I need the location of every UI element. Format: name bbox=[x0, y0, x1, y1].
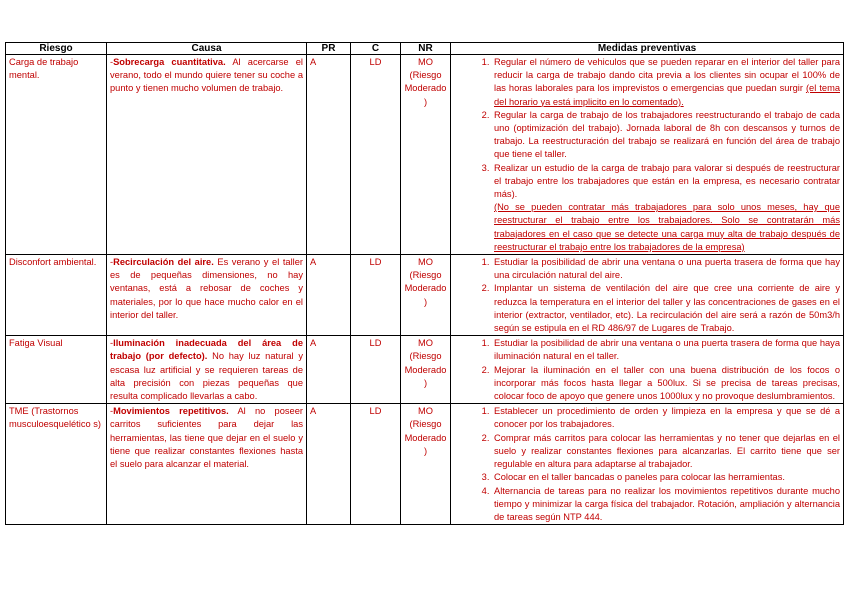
causa-cell: -Movimientos repetitivos. Al no poseer carritos suficientes para dejar las herramientas, las tiene que dejar en el suelo y tiene que realizar constantes flexiones hasta el suelo para alcanzar el material. bbox=[107, 404, 307, 525]
riesgo-cell: Disconfort ambiental. bbox=[6, 255, 107, 336]
measure-item bbox=[492, 162, 840, 254]
riesgo-cell: Carga de trabajo mental. bbox=[6, 55, 107, 255]
measure-item bbox=[492, 432, 840, 472]
measure-text: Regular el número de vehiculos que se pueden reparar en el interior del taller para reducir la carga de trabajo dando cita previa a los clientes sin ocupar el 100% de las horas laborales para los imprevistos o emergencias que puedan surgir bbox=[494, 57, 840, 94]
measure-item bbox=[492, 56, 840, 109]
nr-cell: MO (Riesgo Moderado ) bbox=[401, 336, 451, 404]
medidas-cell bbox=[451, 404, 844, 525]
medidas-cell bbox=[451, 55, 844, 255]
causa-title: Iluminación inadecuada del área de trabajo (por defecto). bbox=[110, 338, 303, 362]
measure-item bbox=[492, 256, 840, 282]
measure-text: Mejorar la iluminación en el taller con una buena distribución de los focos o incorporar más focos hasta llegar a 500lux. Si se precisa de tareas precisas, colocar foco de apoyo que genere unos 1000lux y no provoque deslumbramientos. bbox=[494, 364, 840, 402]
pr-cell: A bbox=[307, 55, 351, 255]
table-row bbox=[6, 404, 844, 525]
table-row bbox=[6, 255, 844, 336]
header-medidas: Medidas preventivas bbox=[451, 43, 844, 55]
causa-text: Al no poseer carritos suficientes para dejar las herramientas, las tiene que dejar en el suelo y tiene que realizar constantes flexiones hasta el suelo para alcanzar el material. bbox=[110, 406, 303, 470]
riesgo-cell: TME (Trastornos musculoesquelético s) bbox=[6, 404, 107, 525]
measure-note: (el tema del horario ya está implicito en lo comentado). bbox=[494, 83, 840, 107]
measure-item bbox=[492, 364, 840, 404]
measure-text: Establecer un procedimiento de orden y limpieza en la empresa y que se dé a conocer por los trabajadores. bbox=[494, 406, 840, 430]
pr-cell: A bbox=[307, 255, 351, 336]
medidas-cell bbox=[451, 255, 844, 336]
riesgo-cell: Fatiga Visual bbox=[6, 336, 107, 404]
risk-assessment-table bbox=[5, 42, 844, 525]
measures-list bbox=[454, 56, 840, 254]
pr-cell: A bbox=[307, 404, 351, 525]
measures-list bbox=[454, 337, 840, 403]
table-header-row bbox=[6, 43, 844, 55]
header-pr: PR bbox=[307, 43, 351, 55]
measure-item bbox=[492, 337, 840, 363]
causa-text: Al acercarse el verano, todo el mundo quiere tener su coche a punto y tienen mucho volumen de trabajo. bbox=[110, 57, 303, 94]
measure-text: Regular la carga de trabajo de los trabajadores reestructurando el trabajo de cada uno (optimización del trabajo). Jornada laboral de 8h con descansos y turnos de trabajo. La reestructuración del trabajo se realizará en función del área de trabajo que tiene el taller. bbox=[494, 109, 840, 160]
measure-text: Estudiar la posibilidad de abrir una ventana o una puerta trasera de forma que hay una circulación natural del aire. bbox=[494, 257, 840, 281]
c-cell: LD bbox=[351, 404, 401, 525]
measures-list bbox=[454, 256, 840, 335]
c-cell: LD bbox=[351, 255, 401, 336]
measure-text: Colocar en el taller bancadas o paneles para colocar las herramientas. bbox=[494, 472, 785, 483]
header-riesgo: Riesgo bbox=[6, 43, 107, 55]
nr-cell: MO (Riesgo Moderado ) bbox=[401, 404, 451, 525]
causa-title: Recirculación del aire. bbox=[113, 257, 214, 268]
measure-item bbox=[492, 485, 840, 525]
measure-item bbox=[492, 109, 840, 162]
measure-text: Estudiar la posibilidad de abrir una ventana o una puerta trasera de forma que haya iluminación natural en el taller. bbox=[494, 338, 840, 362]
c-cell: LD bbox=[351, 55, 401, 255]
table-body bbox=[6, 55, 844, 525]
measure-item bbox=[492, 471, 840, 484]
causa-text: Es verano y el taller es de pequeñas dimensiones, no hay ventanas, está a rebosar de coches y materiales, por lo que hace mucho calor en el interior del taller. bbox=[110, 257, 303, 320]
measure-item bbox=[492, 282, 840, 335]
causa-cell: -Recirculación del aire. Es verano y el taller es de pequeñas dimensiones, no hay ventanas, está a rebosar de coches y materiales, por lo que hace mucho calor en el interior del taller. bbox=[107, 255, 307, 336]
pr-cell: A bbox=[307, 336, 351, 404]
measure-note: (No se pueden contratar más trabajadores para solo unos meses, hay que reestructurar el trabajo entre los trabajadores. Solo se contratarán más trabajadores en el caso que se detecte una carga muy alta de trabajo después de reestructurar el trabajo entre los trabajadores de la empresa) bbox=[494, 202, 840, 252]
measures-list bbox=[454, 405, 840, 524]
medidas-cell bbox=[451, 336, 844, 404]
measure-item bbox=[492, 405, 840, 431]
causa-cell: -Iluminación inadecuada del área de trabajo (por defecto). No hay luz natural y escasa luz artificial y se requieren tareas de alta precisión con piezas pequeñas que resulta complicado llevarlas a cabo. bbox=[107, 336, 307, 404]
causa-title: Movimientos repetitivos. bbox=[113, 406, 229, 417]
measure-text: Realizar un estudio de la carga de trabajo para valorar si después de reestructurar el trabajo entre los trabajadores que están en la empresa, es necesario contratar más). bbox=[494, 162, 840, 200]
measure-text: Implantar un sistema de ventilación del aire que cree una corriente de aire y reduzca la temperatura en el interior del taller y las concentraciones de gases en el interior (extractor, ventilador, etc). La recirculación del aire será a razón de 50m3/h según se estipula en el RD 486/97 de Lugares de Trabajo. bbox=[494, 283, 840, 334]
nr-cell: MO (Riesgo Moderado ) bbox=[401, 255, 451, 336]
nr-cell: MO (Riesgo Moderado ) bbox=[401, 55, 451, 255]
measure-text: Comprar más carritos para colocar las herramientas y no tener que dejarlas en el suelo y realizar constantes flexiones para alcanzarlas. El carrito tiene que ser regulable en altura para adaptarse al trabajador. bbox=[494, 432, 840, 470]
table-row bbox=[6, 336, 844, 404]
header-causa: Causa bbox=[107, 43, 307, 55]
table-row bbox=[6, 55, 844, 255]
c-cell: LD bbox=[351, 336, 401, 404]
header-nr: NR bbox=[401, 43, 451, 55]
causa-cell: -Sobrecarga cuantitativa. Al acercarse el verano, todo el mundo quiere tener su coche a punto y tienen mucho volumen de trabajo. bbox=[107, 55, 307, 255]
header-c: C bbox=[351, 43, 401, 55]
causa-text: No hay luz natural y escasa luz artificial y se requieren tareas de alta precisión con piezas pequeñas que resulta complicado llevarlas a cabo. bbox=[110, 351, 303, 402]
measure-text: Alternancia de tareas para no realizar los movimientos repetitivos durante mucho tiempo y minimizar la carga física del trabajador. Rotación, ampliación y alternancia de tareas según NTP 444. bbox=[494, 485, 840, 522]
causa-title: Sobrecarga cuantitativa. bbox=[113, 57, 226, 67]
